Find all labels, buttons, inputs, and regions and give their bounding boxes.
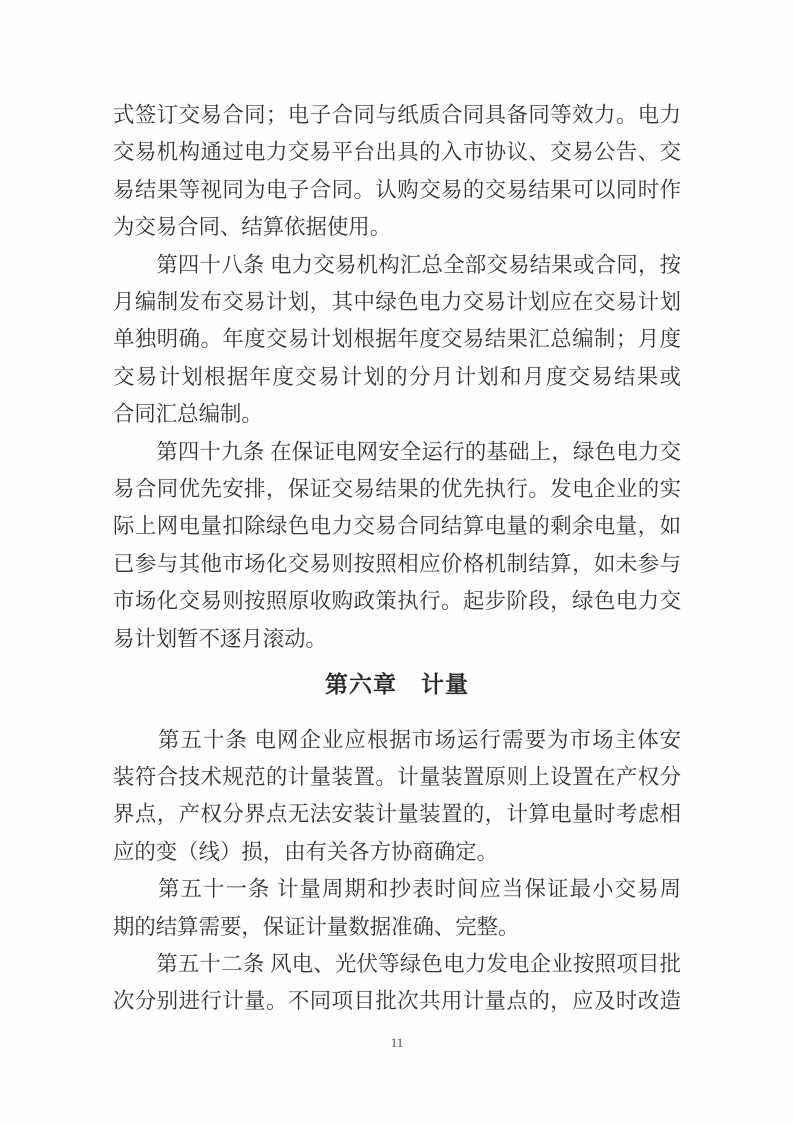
- paragraph-continuation: [113, 97, 681, 247]
- paragraph-article-49: [113, 434, 681, 658]
- text-line: 交易机构通过电力交易平台出具的入市协议、交易公告、交: [113, 140, 681, 165]
- text-line: 合同汇总编制。: [113, 402, 263, 427]
- text-line: 次分别进行计量。不同项目批次共用计量点的，应及时改造: [113, 989, 681, 1014]
- text-line: 市场化交易则按照原收购政策执行。起步阶段，绿色电力交: [113, 589, 681, 614]
- text-line: 易结果等视同为电子合同。认购交易的交易结果可以同时作: [113, 177, 681, 202]
- text-line: 交易计划根据年度交易计划的分月计划和月度交易结果或: [113, 364, 681, 389]
- text-line: 易合同优先安排，保证交易结果的优先执行。发电企业的实: [113, 477, 681, 502]
- text-line: 第四十八条 电力交易机构汇总全部交易结果或合同，按: [113, 252, 681, 277]
- text-line: 期的结算需要，保证计量数据准确、完整。: [113, 914, 520, 939]
- paragraph-article-51: [113, 871, 681, 946]
- chapter-heading: 第六章 计量: [325, 671, 469, 698]
- text-line: 已参与其他市场化交易则按照相应价格机制结算，如未参与: [113, 551, 681, 576]
- text-line: 际上网电量扣除绿色电力交易合同结算电量的剩余电量，如: [113, 514, 681, 539]
- paragraph-article-48: [113, 247, 681, 434]
- text-line: 式签订交易合同；电子合同与纸质合同具备同等效力。电力: [113, 103, 681, 127]
- text-line: 第五十条 电网企业应根据市场运行需要为市场主体安: [113, 727, 681, 752]
- text-line: 第五十一条 计量周期和抄表时间应当保证最小交易周: [113, 877, 681, 902]
- text-line: 月编制发布交易计划，其中绿色电力交易计划应在交易计划: [113, 290, 681, 315]
- text-line: 界点，产权分界点无法安装计量装置的，计算电量时考虑相: [113, 802, 681, 827]
- text-line: 第五十二条 风电、光伏等绿色电力发电企业按照项目批: [113, 951, 681, 976]
- text-line: 第四十九条 在保证电网安全运行的基础上，绿色电力交: [113, 439, 681, 464]
- text-line: 易计划暂不逐月滚动。: [113, 626, 327, 651]
- paragraph-article-52: [113, 946, 681, 1021]
- text-line: 装符合技术规范的计量装置。计量装置原则上设置在产权分: [113, 764, 681, 789]
- text-line: 为交易合同、结算依据使用。: [113, 215, 392, 240]
- text-line: 应的变（线）损，由有关各方协商确定。: [113, 839, 499, 864]
- paragraph-article-50: [113, 722, 681, 872]
- page-number: 11: [390, 1035, 404, 1050]
- text-line: 单独明确。年度交易计划根据年度交易结果汇总编制；月度: [113, 327, 681, 352]
- page-body-text: [113, 97, 681, 1021]
